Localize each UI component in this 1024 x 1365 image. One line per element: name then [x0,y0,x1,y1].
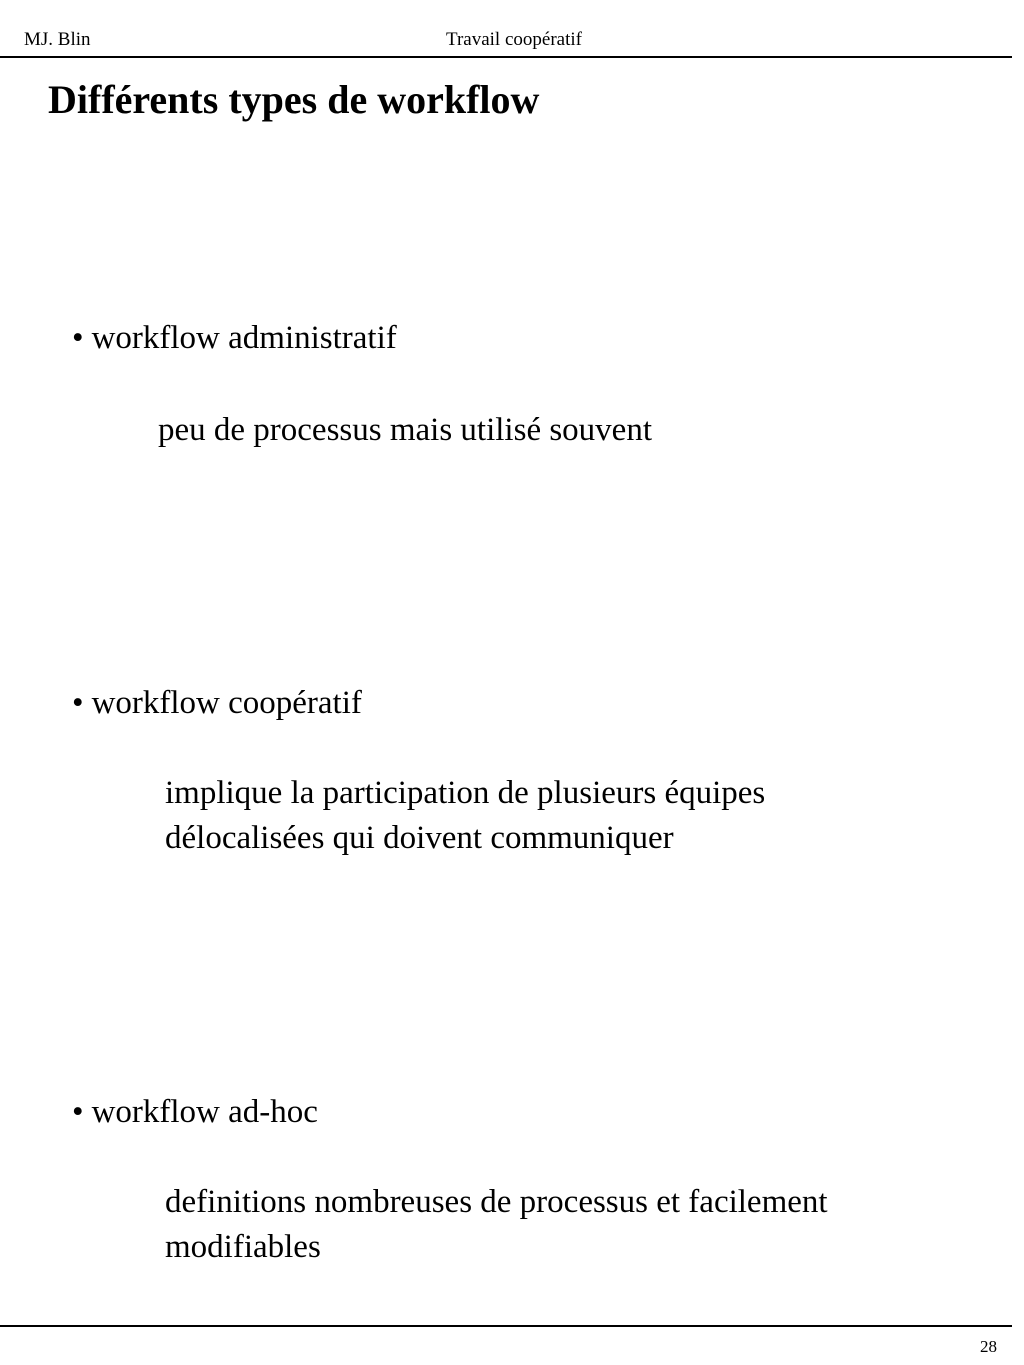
header-author: MJ. Blin [24,29,91,50]
footer-divider [0,1325,1012,1327]
bullet-dot-icon: • [72,1094,84,1130]
description-line: implique la participation de plusieurs équipes [165,775,766,811]
bullet-item-administratif [72,318,397,358]
bullet-label: workflow coopératif [91,685,362,721]
bullet-label: workflow ad-hoc [91,1094,318,1130]
description-line: peu de processus mais utilisé souvent [158,412,653,448]
bullet-item-ad-hoc [72,1092,318,1132]
bullet-label: workflow administratif [91,320,397,356]
bullet-dot-icon: • [72,320,84,356]
slide-title: Différents types de workflow [48,77,540,122]
page-number: 28 [980,1337,997,1356]
header-divider [0,56,1012,58]
description-line: modifiables [165,1229,321,1265]
bullet-description-cooperatif [165,771,765,861]
bullet-dot-icon: • [72,685,84,721]
description-line: délocalisées qui doivent communiquer [165,820,674,856]
header-course-title: Travail coopératif [446,29,582,50]
bullet-description-administratif [158,408,652,453]
bullet-item-cooperatif [72,683,362,723]
description-line: definitions nombreuses de processus et facilement [165,1184,828,1220]
bullet-description-ad-hoc [165,1180,828,1270]
